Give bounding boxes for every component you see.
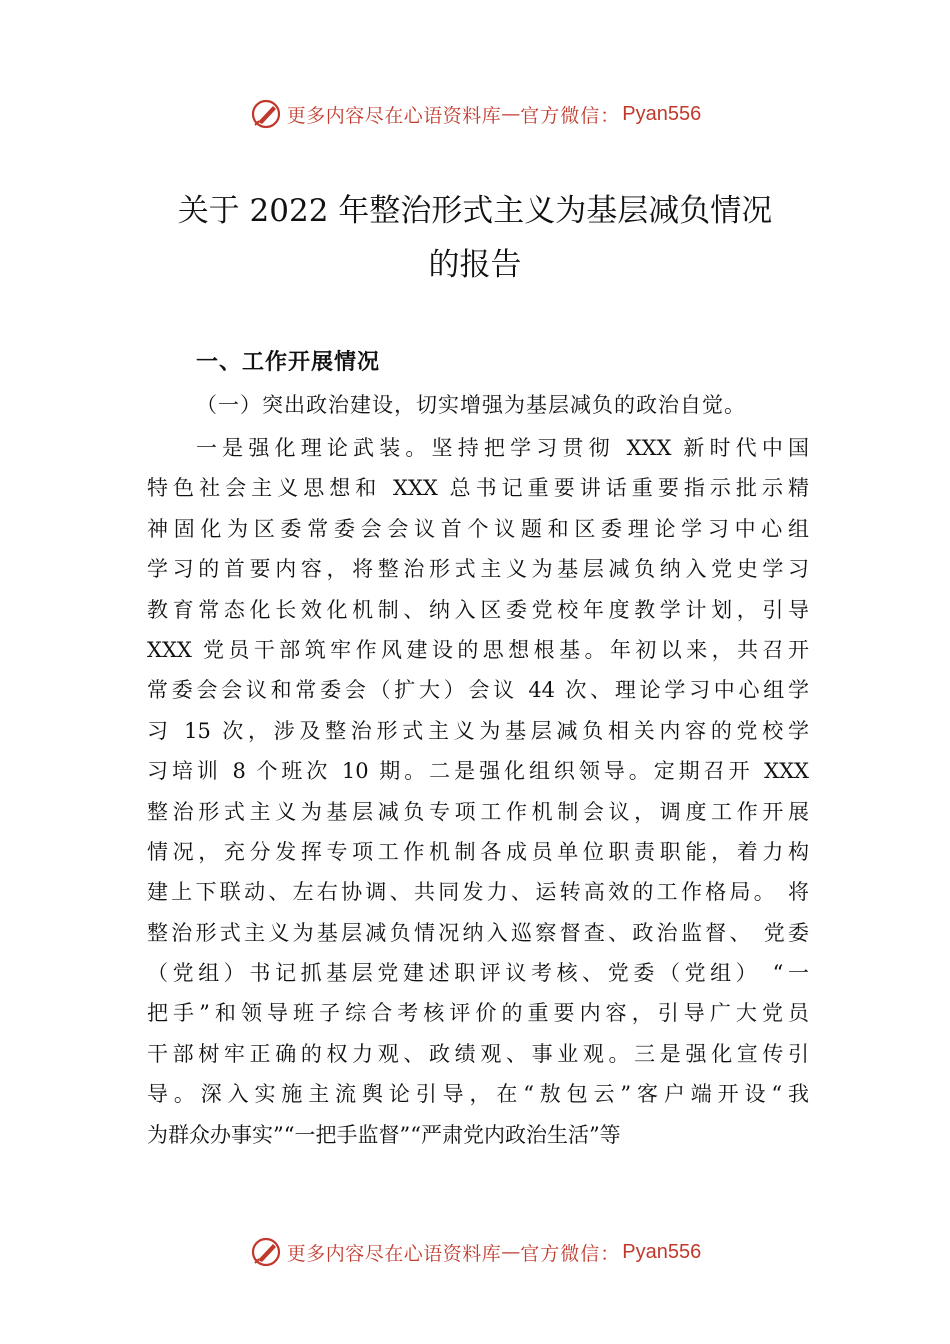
body-line: 一是强化理论武装。坚持把学习贯彻 XXX 新时代中国 [196, 436, 809, 460]
body-line: 习 15 次，涉及整治形式主义为基层减负相关内容的党校学 [147, 718, 809, 743]
body-line: 整治形式主义为基层减负专项工作机制会议，调度工作开展 [147, 799, 809, 824]
body-line: 学习的首要内容，将整治形式主义为基层减负纳入党史学习 [147, 557, 809, 582]
quill-logo-icon [249, 1235, 283, 1269]
watermark-banner-top [0, 94, 950, 134]
body-line: 整治形式主义为基层减负情况纳入巡察督查、政治监督、 党委 [147, 920, 809, 945]
body-line: 导。深入实施主流舆论引导，在“敖包云”客户端开设“我 [147, 1082, 809, 1107]
body-line: 习培训 8 个班次 10 期。二是强化组织领导。定期召开 XXX [147, 759, 809, 784]
document-title-line-2: 的报告 [428, 247, 522, 283]
section-heading: 一、工作开展情况 [196, 350, 381, 375]
banner-dash: — [501, 1241, 521, 1263]
body-line: （党组）书记抓基层党建述职评议考核、党委（党组） “一 [147, 961, 809, 986]
banner-brand-text: 更多内容尽在心语资料库 [286, 1242, 502, 1265]
subsection-heading: （一）突出政治建设，切实增强为基层减负的政治自觉。 [196, 393, 746, 417]
document-title-line-1: 关于 2022 年整治形式主义为基层减负情况 [177, 193, 773, 229]
body-line: 特色社会主义思想和 XXX 总书记重要讲话重要指示批示精 [147, 476, 809, 501]
banner-wechat-label: 官方微信： [520, 104, 621, 127]
banner-wechat-id: Pyan556 [622, 1240, 702, 1263]
banner-wechat-id: Pyan556 [622, 102, 702, 125]
banner-brand-text: 更多内容尽在心语资料库 [286, 104, 502, 127]
body-line: 建上下联动、左右协调、共同发力、运转高效的工作格局。 将 [147, 880, 809, 905]
body-line: XXX 党员干部筑牢作风建设的思想根基。年初以来，共召开 [147, 637, 809, 662]
watermark-banner-bottom [0, 1232, 950, 1272]
body-line: 神固化为区委常委会会议首个议题和区委理论学习中心组 [147, 516, 809, 541]
banner-wechat-label: 官方微信： [520, 1242, 621, 1265]
body-line: 常委会会议和常委会（扩大）会议 44 次、理论学习中心组学 [147, 678, 809, 703]
body-line: 情况，充分发挥专项工作机制各成员单位职责职能，着力构 [147, 839, 809, 864]
quill-logo-icon [249, 97, 283, 131]
banner-dash: — [501, 103, 521, 125]
body-line: 干部树牢正确的权力观、政绩观、事业观。三是强化宣传引 [147, 1041, 809, 1066]
body-line: 把手”和领导班子综合考核评价的重要内容，引导广大党员 [147, 1001, 809, 1026]
document-title [100, 184, 850, 292]
body-line: 教育常态化长效化机制、纳入区委党校年度教学计划，引导 [147, 597, 809, 622]
body-line: 为群众办事实”“一把手监督”“严肃党内政治生活”等 [147, 1122, 621, 1147]
body-paragraph [147, 428, 809, 1155]
